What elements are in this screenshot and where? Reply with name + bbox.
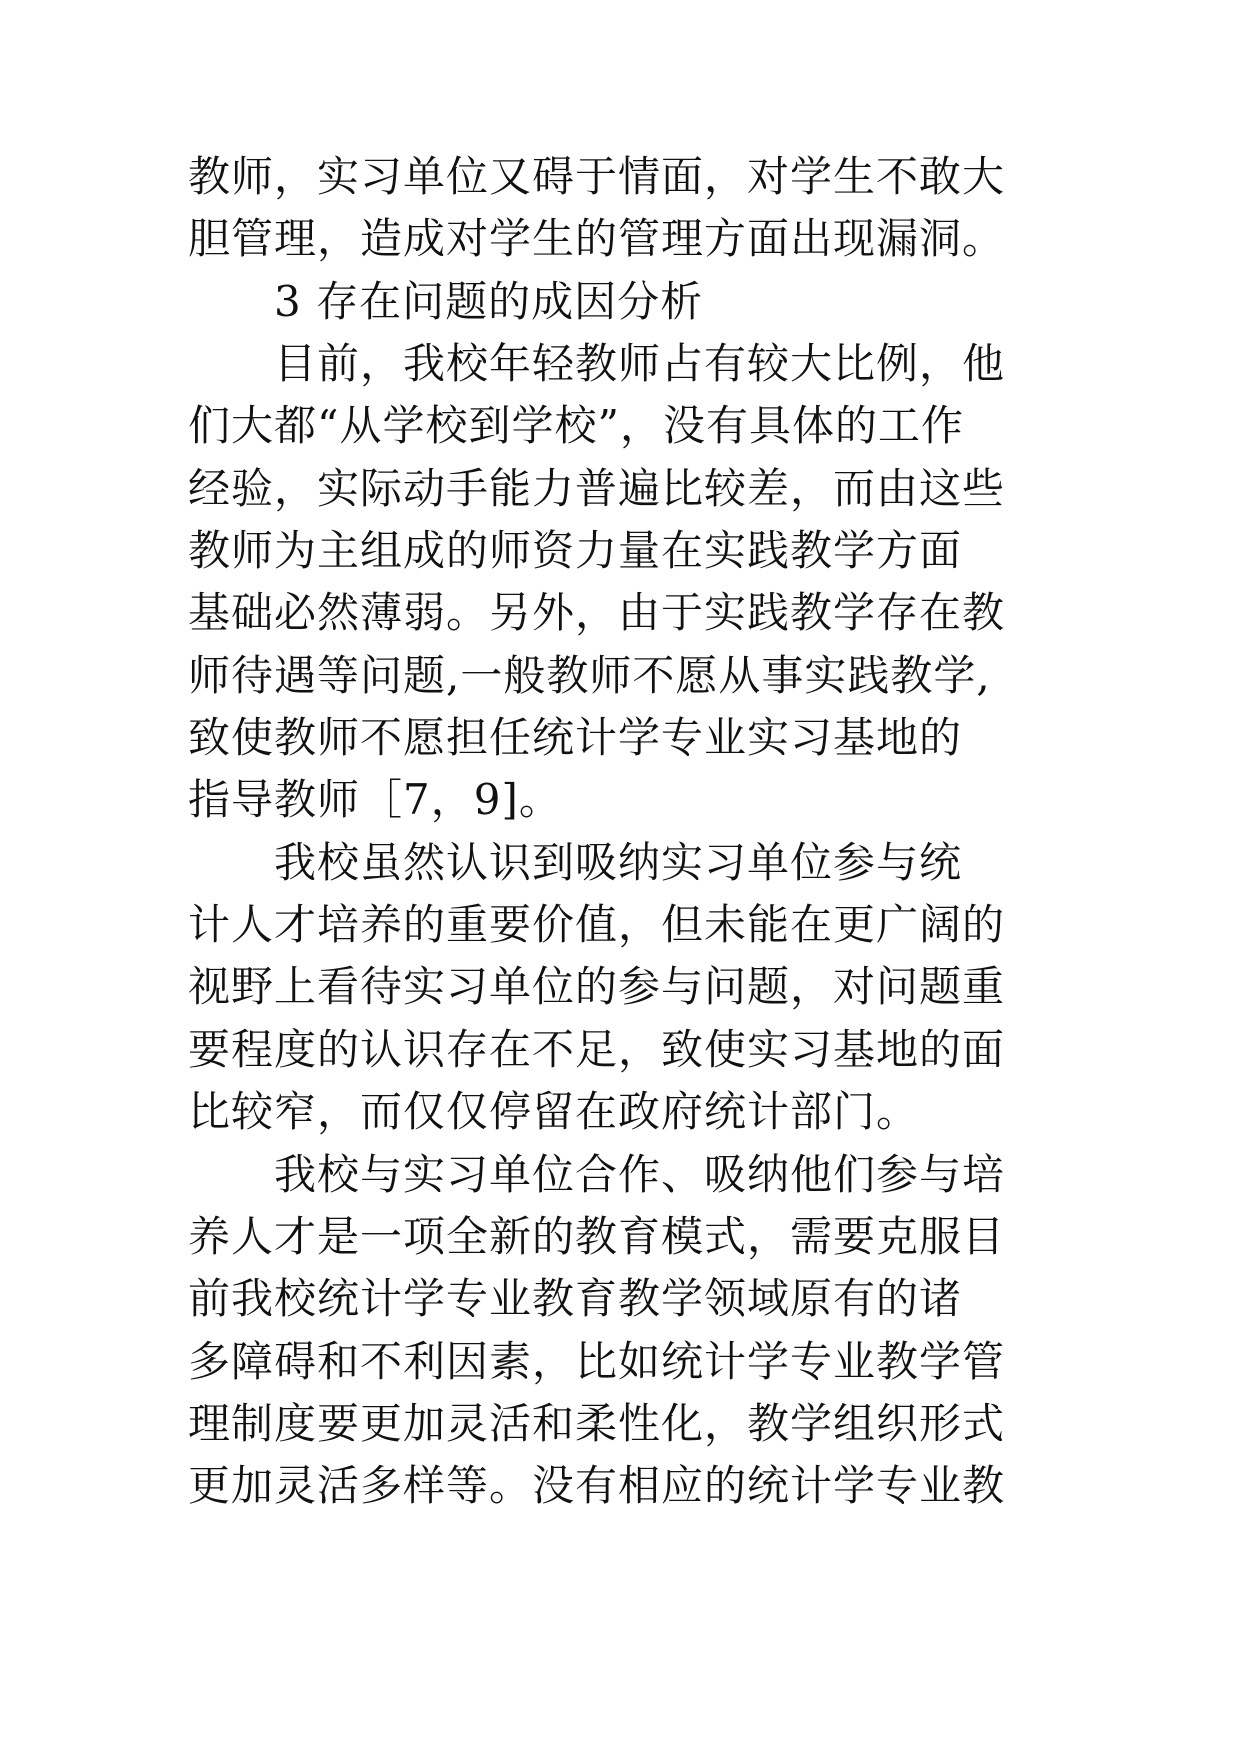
text-line-8: 基础必然薄弱。另外，由于实践教学存在教 — [188, 588, 1006, 638]
text-line-5: 们大都“从学校到学校”，没有具体的工作 — [188, 401, 964, 451]
text-line-22: 更加灵活多样等。没有相应的统计学专业教 — [188, 1461, 1006, 1511]
text-line-13: 计人才培养的重要价值，但未能在更广阔的 — [188, 900, 1006, 950]
section-heading: 3 存在问题的成因分析 — [188, 276, 704, 326]
text-line-11: 指导教师［7，9]。 — [188, 775, 562, 825]
text-line-15: 要程度的认识存在不足，致使实习基地的面 — [188, 1024, 1006, 1074]
text-line-20: 多障碍和不利因素，比如统计学专业教学管 — [188, 1336, 1006, 1386]
text-line-10: 致使教师不愿担任统计学专业实习基地的 — [188, 713, 963, 763]
text-line-18: 养人才是一项全新的教育模式，需要克服目 — [188, 1211, 1006, 1261]
text-line-14: 视野上看待实习单位的参与问题，对问题重 — [188, 962, 1006, 1012]
text-line-17: 我校与实习单位合作、吸纳他们参与培 — [188, 1149, 1006, 1199]
text-line-2: 胆管理，造成对学生的管理方面出现漏洞。 — [188, 214, 1006, 264]
text-line-21: 理制度要更加灵活和柔性化，教学组织形式 — [188, 1398, 1006, 1448]
text-line-4: 目前，我校年轻教师占有较大比例，他 — [188, 339, 1006, 389]
text-line-9: 师待遇等问题,一般教师不愿从事实践教学, — [188, 650, 991, 700]
text-line-16: 比较窄，而仅仅停留在政府统计部门。 — [188, 1087, 920, 1137]
text-line-1: 教师，实习单位又碍于情面，对学生不敢大 — [188, 152, 1006, 201]
text-line-6: 经验，实际动手能力普遍比较差，而由这些 — [188, 463, 1006, 513]
text-line-7: 教师为主组成的师资力量在实践教学方面 — [188, 526, 963, 576]
text-line-12: 我校虽然认识到吸纳实习单位参与统 — [188, 837, 963, 887]
text-line-19: 前我校统计学专业教育教学领域原有的诸 — [188, 1274, 963, 1324]
body-text — [188, 146, 1068, 1518]
